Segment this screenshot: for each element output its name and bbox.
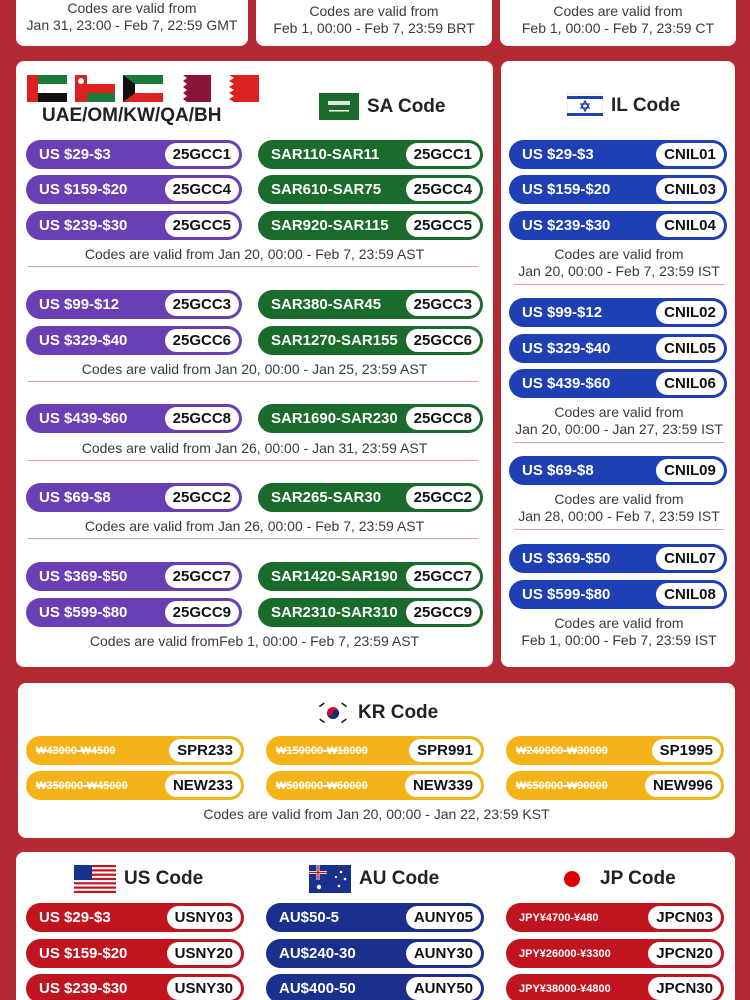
il-title: IL Code — [611, 95, 681, 116]
il-code-pill[interactable] — [509, 334, 727, 363]
israel-flag-icon — [567, 93, 603, 119]
coupon-code[interactable]: AUNY50 — [406, 977, 481, 1000]
gcc-code-pill[interactable] — [26, 175, 242, 204]
japan-flag-icon — [560, 865, 586, 893]
discount-amount: ₩500000-₩60000 — [276, 779, 368, 792]
discount-amount: US $239-$30 — [39, 217, 128, 234]
gcc-valid-text: Codes are valid from Jan 26, 00:00 - Feb 7, 23:59 AST — [84, 518, 425, 534]
jp-code-pill[interactable] — [506, 903, 724, 932]
coupon-code[interactable]: 25GCC2 — [165, 486, 239, 509]
discount-amount: ₩350000-₩45000 — [36, 779, 128, 792]
au-code-pill[interactable] — [266, 974, 484, 1000]
coupon-code[interactable]: 25GCC1 — [165, 143, 239, 166]
coupon-code[interactable]: CNIL01 — [656, 143, 724, 166]
us-code-pill[interactable] — [26, 903, 244, 932]
discount-amount: US $69-$8 — [522, 462, 594, 479]
discount-amount: US $439-$60 — [39, 410, 128, 427]
discount-amount: ₩43000-₩4500 — [36, 744, 116, 757]
il-code-pill[interactable] — [509, 211, 727, 240]
sa-code-pill[interactable] — [258, 598, 483, 627]
kr-code-pill[interactable] — [266, 771, 484, 800]
il-valid-text: Codes are valid from — [554, 615, 684, 631]
discount-amount: SAR1420-SAR190 — [271, 568, 398, 585]
discount-amount: AU$240-30 — [279, 945, 356, 962]
coupon-code[interactable]: AUNY05 — [406, 906, 481, 929]
gcc-code-pill[interactable] — [26, 211, 242, 240]
il-valid-text: Feb 1, 00:00 - Feb 7, 23:59 IST — [521, 632, 717, 648]
coupon-code[interactable]: 25GCC5 — [406, 214, 480, 237]
coupon-code[interactable]: 25GCC7 — [165, 565, 239, 588]
us-code-pill[interactable] — [26, 974, 244, 1000]
sa-header — [319, 93, 445, 120]
top-left-card — [16, 0, 248, 46]
valid-text — [16, 0, 248, 34]
il-valid-text: Jan 20, 00:00 - Feb 7, 23:59 IST — [518, 263, 720, 279]
coupon-code[interactable]: CNIL05 — [656, 337, 724, 360]
discount-amount: SAR1690-SAR230 — [271, 410, 398, 427]
jp-title: JP Code — [600, 868, 676, 889]
us-header — [74, 865, 203, 893]
discount-amount: JPY¥38000-¥4800 — [519, 982, 611, 995]
il-code-pill[interactable] — [509, 298, 727, 327]
divider — [514, 284, 724, 285]
coupon-code[interactable]: CNIL07 — [656, 547, 724, 570]
gcc-code-pill[interactable] — [26, 326, 242, 355]
au-title: AU Code — [359, 868, 440, 889]
discount-amount: US $599-$80 — [39, 604, 128, 621]
discount-amount: US $159-$20 — [39, 945, 128, 962]
discount-amount: US $159-$20 — [522, 181, 611, 198]
gcc-code-pill[interactable] — [26, 598, 242, 627]
coupon-code[interactable]: CNIL02 — [656, 301, 724, 324]
gcc-valid-text: Codes are valid fromFeb 1, 00:00 - Feb 7, 23:59 AST — [89, 633, 420, 649]
coupon-code[interactable]: NEW996 — [645, 774, 721, 797]
coupon-code[interactable]: 25GCC7 — [406, 565, 480, 588]
kr-title: KR Code — [358, 702, 439, 723]
bahrain-flag-icon — [219, 75, 259, 102]
discount-amount: US $29-$3 — [39, 909, 111, 926]
discount-amount: US $29-$3 — [522, 146, 594, 163]
us-title: US Code — [124, 868, 204, 889]
valid-text — [256, 3, 492, 37]
discount-amount: ₩650000-₩90000 — [516, 779, 608, 792]
valid-line: Codes are valid from — [67, 0, 197, 16]
divider — [28, 266, 478, 267]
discount-amount: US $159-$20 — [39, 181, 128, 198]
divider — [28, 381, 478, 382]
discount-amount: US $29-$3 — [39, 146, 111, 163]
saudi-flag-icon — [319, 93, 359, 120]
il-code-pill[interactable] — [509, 175, 727, 204]
sa-code-pill[interactable] — [258, 175, 483, 204]
gcc-code-pill[interactable] — [26, 562, 242, 591]
kr-valid-text: Codes are valid from Jan 20, 00:00 - Jan 22, 23:59 KST — [203, 806, 550, 822]
coupon-code[interactable]: CNIL09 — [656, 459, 724, 482]
coupon-code[interactable]: 25GCC3 — [406, 293, 480, 316]
il-valid-text: Jan 28, 00:00 - Feb 7, 23:59 IST — [518, 508, 720, 524]
au-code-pill[interactable] — [266, 903, 484, 932]
au-header — [309, 865, 439, 893]
coupon-code[interactable]: NEW339 — [405, 774, 481, 797]
coupon-code[interactable]: 25GCC3 — [165, 293, 239, 316]
coupon-code[interactable]: 25GCC9 — [165, 601, 239, 624]
discount-amount: US $239-$30 — [522, 217, 611, 234]
divider — [28, 460, 478, 461]
il-code-pill[interactable] — [509, 580, 727, 609]
sa-code-pill[interactable] — [258, 211, 483, 240]
coupon-code[interactable]: 25GCC4 — [165, 178, 239, 201]
australia-flag-icon — [309, 865, 351, 893]
coupon-code[interactable]: JPCN30 — [648, 977, 721, 1000]
valid-text — [500, 3, 736, 37]
coupon-code[interactable]: SPR991 — [409, 739, 481, 762]
coupon-code[interactable]: SPR233 — [169, 739, 241, 762]
divider — [28, 538, 478, 539]
gcc-flags — [27, 75, 259, 102]
discount-amount: SAR2310-SAR310 — [271, 604, 398, 621]
discount-amount: SAR1270-SAR155 — [271, 332, 398, 349]
coupon-code[interactable]: USNY03 — [167, 906, 241, 929]
coupon-code[interactable]: 25GCC8 — [406, 407, 480, 430]
discount-amount: US $69-$8 — [39, 489, 111, 506]
il-code-pill[interactable] — [509, 369, 727, 398]
coupon-code[interactable]: 25GCC2 — [406, 486, 480, 509]
gcc-title: UAE/OM/KW/QA/BH — [42, 105, 222, 126]
coupon-code[interactable]: 25GCC6 — [165, 329, 239, 352]
il-valid-text: Codes are valid from — [554, 246, 684, 262]
gcc-code-pill[interactable] — [26, 404, 242, 433]
divider — [514, 529, 724, 530]
il-valid-text: Codes are valid from — [554, 491, 684, 507]
discount-amount: JPY¥26000-¥3300 — [519, 947, 611, 960]
coupon-code[interactable]: USNY20 — [167, 942, 241, 965]
gcc-code-pill[interactable] — [26, 290, 242, 319]
coupon-code[interactable]: CNIL04 — [656, 214, 724, 237]
coupon-code[interactable]: 25GCC9 — [406, 601, 480, 624]
kr-code-pill[interactable] — [26, 736, 244, 765]
il-valid-text: Codes are valid from — [554, 404, 684, 420]
il-code-pill[interactable] — [509, 544, 727, 573]
il-code-pill[interactable] — [509, 140, 727, 169]
uae-flag-icon — [27, 75, 67, 102]
valid-line: Codes are valid from — [309, 3, 439, 19]
discount-amount: US $239-$30 — [39, 980, 128, 997]
coupon-code[interactable]: CNIL08 — [656, 583, 724, 606]
il-valid-text: Jan 20, 00:00 - Jan 27, 23:59 IST — [515, 421, 723, 437]
qatar-flag-icon — [171, 75, 211, 102]
valid-line: Feb 1, 00:00 - Feb 7, 23:59 CT — [521, 20, 715, 36]
kr-code-pill[interactable] — [506, 771, 724, 800]
sa-code-pill[interactable] — [258, 290, 483, 319]
gcc-valid-text: Codes are valid from Jan 26, 00:00 - Jan 31, 23:59 AST — [81, 440, 428, 456]
top-right-card — [500, 0, 736, 46]
discount-amount: US $329-$40 — [522, 340, 611, 357]
kr-code-pill[interactable] — [266, 736, 484, 765]
discount-amount: SAR380-SAR45 — [271, 296, 382, 313]
discount-amount: US $329-$40 — [39, 332, 128, 349]
discount-amount: SAR265-SAR30 — [271, 489, 382, 506]
jp-code-pill[interactable] — [506, 939, 724, 968]
il-header — [567, 93, 680, 119]
coupon-code[interactable]: USNY30 — [167, 977, 241, 1000]
coupon-code[interactable]: 25GCC1 — [406, 143, 480, 166]
gcc-valid-text: Codes are valid from Jan 20, 00:00 - Jan 25, 23:59 AST — [81, 361, 428, 377]
jp-code-pill[interactable] — [506, 974, 724, 1000]
discount-amount: US $99-$12 — [39, 296, 120, 313]
coupon-code[interactable]: CNIL03 — [656, 178, 724, 201]
korea-flag-icon — [316, 700, 350, 726]
coupon-code[interactable]: 25GCC4 — [406, 178, 480, 201]
sa-code-pill[interactable] — [258, 404, 483, 433]
sa-code-pill[interactable] — [258, 140, 483, 169]
discount-amount: AU$50-5 — [279, 909, 340, 926]
sa-code-pill[interactable] — [258, 326, 483, 355]
discount-amount: US $599-$80 — [522, 586, 611, 603]
gcc-valid-text: Codes are valid from Jan 20, 00:00 - Feb 7, 23:59 AST — [84, 246, 425, 262]
au-code-pill[interactable] — [266, 939, 484, 968]
sa-title: SA Code — [367, 95, 446, 117]
us-code-pill[interactable] — [26, 939, 244, 968]
coupon-code[interactable]: NEW233 — [165, 774, 241, 797]
coupon-code[interactable]: JPCN03 — [648, 906, 721, 929]
top-mid-card — [256, 0, 492, 46]
coupon-code[interactable]: 25GCC6 — [406, 329, 480, 352]
coupon-code[interactable]: 25GCC5 — [165, 214, 239, 237]
coupon-code[interactable]: 25GCC8 — [165, 407, 239, 430]
sa-code-pill[interactable] — [258, 562, 483, 591]
kr-code-pill[interactable] — [26, 771, 244, 800]
gcc-code-pill[interactable] — [26, 140, 242, 169]
discount-amount: US $369-$50 — [39, 568, 128, 585]
valid-line: Feb 1, 00:00 - Feb 7, 23:59 BRT — [273, 20, 475, 36]
coupon-code[interactable]: CNIL06 — [656, 372, 724, 395]
divider — [514, 442, 724, 443]
kr-code-pill[interactable] — [506, 736, 724, 765]
oman-flag-icon — [75, 75, 115, 102]
discount-amount: ₩150000-₩18000 — [276, 744, 368, 757]
kr-header — [316, 700, 438, 726]
jp-header — [560, 865, 676, 893]
coupon-code[interactable]: JPCN20 — [648, 942, 721, 965]
kuwait-flag-icon — [123, 75, 163, 102]
discount-amount: AU$400-50 — [279, 980, 356, 997]
discount-amount: SAR610-SAR75 — [271, 181, 382, 198]
discount-amount: US $439-$60 — [522, 375, 611, 392]
discount-amount: US $99-$12 — [522, 304, 603, 321]
gcc-code-pill[interactable] — [26, 483, 242, 512]
discount-amount: JPY¥4700-¥480 — [519, 911, 599, 924]
valid-line: Jan 31, 23:00 - Feb 7, 22:59 GMT — [26, 17, 238, 33]
discount-amount: SAR920-SAR115 — [271, 217, 389, 234]
us-flag-icon — [74, 865, 116, 893]
valid-line: Codes are valid from — [553, 3, 683, 19]
coupon-code[interactable]: SP1995 — [652, 739, 721, 762]
discount-amount: ₩240000-₩30000 — [516, 744, 608, 757]
coupon-code[interactable]: AUNY30 — [406, 942, 481, 965]
sa-code-pill[interactable] — [258, 483, 483, 512]
discount-amount: US $369-$50 — [522, 550, 611, 567]
discount-amount: SAR110-SAR11 — [271, 146, 380, 163]
il-code-pill[interactable] — [509, 456, 727, 485]
